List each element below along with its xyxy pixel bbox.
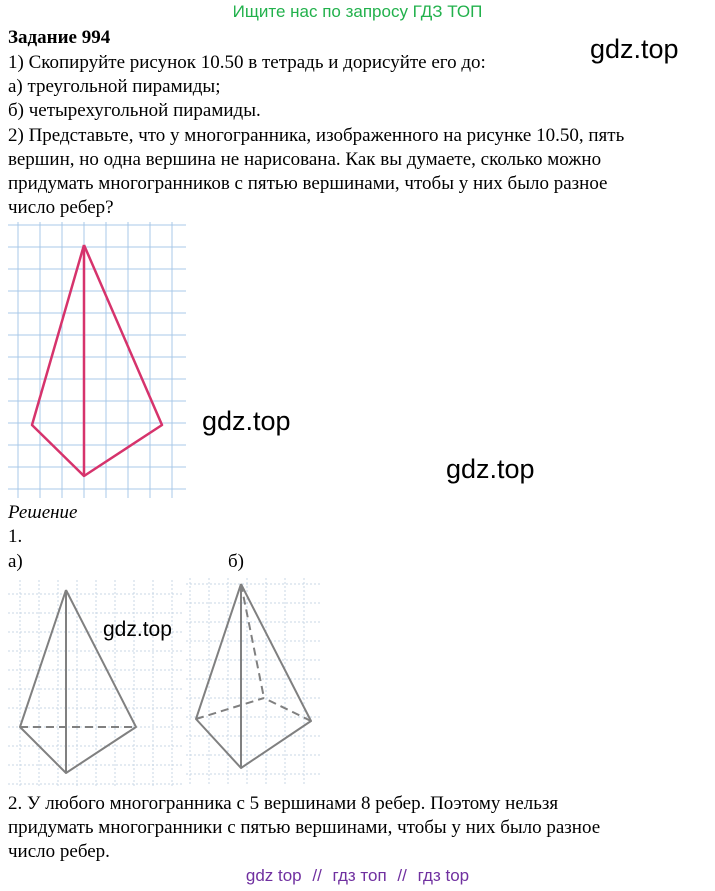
pyramid-b-hidden-edges xyxy=(196,584,311,721)
task-line-6: придумать многогранников с пятью вершинами, чтобы у них было разное xyxy=(8,173,608,194)
watermark-top-right: gdz.top xyxy=(590,34,679,64)
answer-line-1: 2. У любого многогранника с 5 вершинами 8 ребер. Поэтому нельзя xyxy=(8,793,559,814)
solution-part1-label: 1. xyxy=(8,526,23,547)
footer-link-3[interactable]: гдз top xyxy=(417,866,470,885)
footer-link-2[interactable]: гдз топ xyxy=(332,866,387,885)
figure-a-triangular-pyramid xyxy=(8,580,184,788)
task-line-4: 2) Представьте, что у многогранника, изображенного на рисунке 10.50, пять xyxy=(8,125,625,146)
search-banner[interactable]: Ищите нас по запросу ГДЗ ТОП xyxy=(232,2,483,21)
watermark-middle-right: gdz.top xyxy=(446,454,535,484)
task-line-7: число ребер? xyxy=(8,197,114,218)
task-line-3: б) четырехугольной пирамиды. xyxy=(8,100,261,121)
pyramid-b-outline xyxy=(196,584,311,768)
figure-b-quadrilateral-pyramid xyxy=(186,578,320,786)
watermark-middle-left: gdz.top xyxy=(202,406,291,436)
footer-links xyxy=(0,866,715,886)
grid-lines xyxy=(8,222,186,498)
footer-link-1[interactable]: gdz top xyxy=(245,866,302,885)
task-title: Задание 994 xyxy=(8,27,111,48)
figure-b-label: б) xyxy=(228,551,244,572)
answer-line-3: число ребер. xyxy=(8,841,110,862)
figure-10-50 xyxy=(8,222,186,498)
watermark-solution: gdz.top xyxy=(103,618,172,641)
solution-heading: Решение xyxy=(8,502,78,523)
kite-outline xyxy=(32,245,162,476)
task-line-2: а) треугольной пирамиды; xyxy=(8,76,221,97)
footer-separator-1: // xyxy=(312,866,322,885)
figure-a-label: а) xyxy=(8,551,23,572)
footer-separator-2: // xyxy=(397,866,407,885)
task-line-5: вершин, но одна вершина не нарисована. Как вы думаете, сколько можно xyxy=(8,149,602,170)
task-line-1: 1) Скопируйте рисунок 10.50 в тетрадь и дорисуйте его до: xyxy=(8,52,486,73)
answer-line-2: придумать многогранники с пятью вершинами, чтобы у них было разное xyxy=(8,817,601,838)
